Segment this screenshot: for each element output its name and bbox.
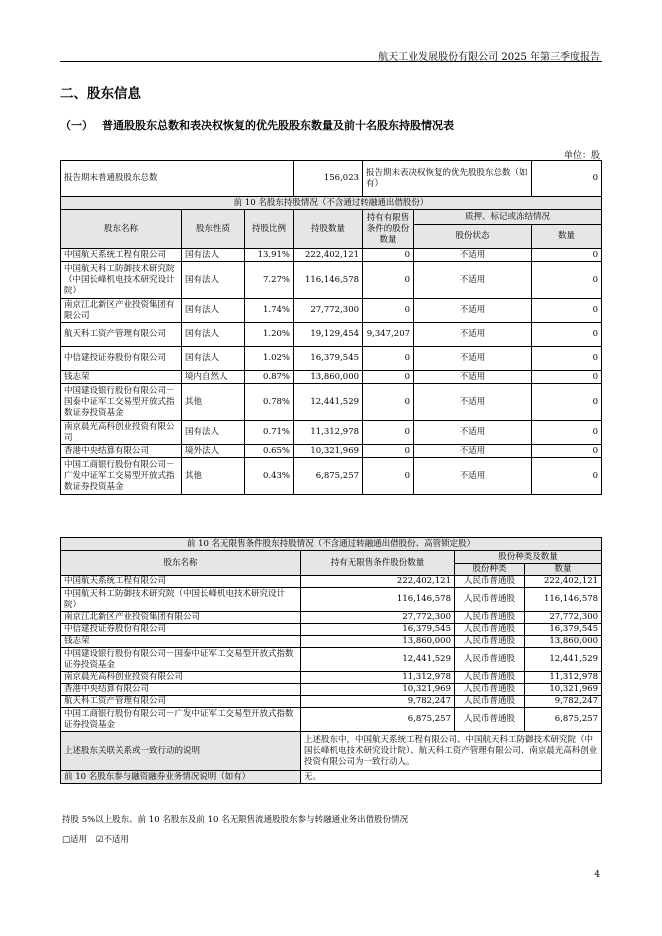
restricted-qty: 0 xyxy=(363,262,414,299)
top10-title-row xyxy=(61,197,602,210)
pledge-status: 不适用 xyxy=(414,299,532,323)
pledge-qty: 0 xyxy=(532,323,602,347)
col-header-u-name: 股东名称 xyxy=(61,551,301,576)
share-type: 人民币普通股 xyxy=(455,648,525,672)
col-header-u-group: 股份种类及数量 xyxy=(455,551,602,564)
table-row xyxy=(61,384,602,421)
pledge-qty: 0 xyxy=(532,371,602,384)
table-row xyxy=(61,624,602,636)
shareholding-qty: 10,321,969 xyxy=(294,445,363,458)
preferred-shareholders-value: 0 xyxy=(532,161,602,197)
preferred-shareholders-label: 报告期末表决权恢复的优先股股东总数（如有） xyxy=(363,161,532,197)
share-type: 人民币普通股 xyxy=(455,612,525,624)
shareholder-name: 南京江北新区产业投资集团有限公司 xyxy=(61,612,301,624)
pledge-qty: 0 xyxy=(532,421,602,445)
header-divider xyxy=(60,61,602,62)
shareholder-nature: 国有法人 xyxy=(182,299,245,323)
shareholder-name: 钱志荣 xyxy=(61,371,182,384)
shareholder-nature: 国有法人 xyxy=(182,262,245,299)
col-header-pledge-status: 股份状态 xyxy=(414,225,532,249)
share-num: 12,441,529 xyxy=(525,648,602,672)
share-num: 13,860,000 xyxy=(525,636,602,648)
shareholding-ratio: 0.87% xyxy=(245,371,294,384)
share-num: 11,312,978 xyxy=(525,672,602,684)
share-num: 9,782,247 xyxy=(525,696,602,708)
shareholder-name: 航天科工资产管理有限公司 xyxy=(61,323,182,347)
subsection-text: 普通股股东总数和表决权恢复的优先股股东数量及前十名股东持股情况表 xyxy=(102,119,454,132)
shareholding-ratio: 1.20% xyxy=(245,323,294,347)
option-not-applicable[interactable]: ☑不适用 xyxy=(95,835,129,845)
share-type: 人民币普通股 xyxy=(455,708,525,732)
top10-header-row xyxy=(61,210,602,225)
share-type: 人民币普通股 xyxy=(455,672,525,684)
shareholding-qty: 19,129,454 xyxy=(294,323,363,347)
pledge-status: 不适用 xyxy=(414,347,532,371)
table-row xyxy=(61,445,602,458)
table-row xyxy=(61,684,602,696)
pledge-status: 不适用 xyxy=(414,249,532,262)
share-type: 人民币普通股 xyxy=(455,696,525,708)
share-type: 人民币普通股 xyxy=(455,684,525,696)
pledge-qty: 0 xyxy=(532,347,602,371)
table-row xyxy=(61,371,602,384)
pledge-status: 不适用 xyxy=(414,421,532,445)
table-row xyxy=(61,299,602,323)
shareholding-ratio: 0.71% xyxy=(245,421,294,445)
table-row xyxy=(61,576,602,588)
col-header-pledge-qty: 数量 xyxy=(532,225,602,249)
shareholding-qty: 16,379,545 xyxy=(294,347,363,371)
restricted-qty: 0 xyxy=(363,249,414,262)
share-type: 人民币普通股 xyxy=(455,636,525,648)
unrestricted-qty: 12,441,529 xyxy=(301,648,455,672)
shareholder-name: 中信建投证券股份有限公司 xyxy=(61,347,182,371)
col-header-u-qty: 持有无限售条件股份数量 xyxy=(301,551,455,576)
pledge-status: 不适用 xyxy=(414,323,532,347)
shareholder-name: 钱志荣 xyxy=(61,636,301,648)
pledge-qty: 0 xyxy=(532,262,602,299)
col-header-nature: 股东性质 xyxy=(182,210,245,249)
pledge-status: 不适用 xyxy=(414,371,532,384)
margin-text: 无。 xyxy=(301,771,602,784)
shareholder-name: 中国航天科工防御技术研究院（中国长峰机电技术研究设计院） xyxy=(61,262,182,299)
pledge-qty: 0 xyxy=(532,299,602,323)
table-row xyxy=(61,648,602,672)
shareholding-qty: 116,146,578 xyxy=(294,262,363,299)
restricted-qty: 0 xyxy=(363,458,414,495)
shareholder-nature: 国有法人 xyxy=(182,421,245,445)
restricted-qty: 0 xyxy=(363,384,414,421)
col-header-ratio: 持股比例 xyxy=(245,210,294,249)
shareholder-nature: 国有法人 xyxy=(182,347,245,371)
section-title: 二、股东信息 xyxy=(60,86,141,102)
table-row xyxy=(61,612,602,624)
table-row xyxy=(61,708,602,732)
top10-shareholders-table xyxy=(60,160,602,495)
pledge-qty: 0 xyxy=(532,458,602,495)
restricted-qty: 9,347,207 xyxy=(363,323,414,347)
total-shareholders-value: 156,023 xyxy=(294,161,363,197)
unrestricted-qty: 116,146,578 xyxy=(301,588,455,612)
pledge-status: 不适用 xyxy=(414,262,532,299)
shareholder-name: 中国航天系统工程有限公司 xyxy=(61,249,182,262)
top10-body xyxy=(61,249,602,495)
col-header-u-type: 股份种类 xyxy=(455,564,525,576)
shareholder-nature: 其他 xyxy=(182,458,245,495)
shareholder-name: 南京江北新区产业投资集团有限公司 xyxy=(61,299,182,323)
shareholder-nature: 境内自然人 xyxy=(182,371,245,384)
subsection-title xyxy=(60,117,454,133)
restricted-qty: 0 xyxy=(363,445,414,458)
shareholding-ratio: 0.43% xyxy=(245,458,294,495)
summary-row xyxy=(61,161,602,197)
shareholding-ratio: 0.78% xyxy=(245,384,294,421)
share-num: 116,146,578 xyxy=(525,588,602,612)
table-row xyxy=(61,458,602,495)
shareholding-ratio: 7.27% xyxy=(245,262,294,299)
pledge-qty: 0 xyxy=(532,445,602,458)
col-header-restricted: 持有有限售条件的股份数量 xyxy=(363,210,414,249)
share-num: 222,402,121 xyxy=(525,576,602,588)
restricted-qty: 0 xyxy=(363,421,414,445)
shareholder-nature: 国有法人 xyxy=(182,249,245,262)
shareholding-qty: 12,441,529 xyxy=(294,384,363,421)
table-row xyxy=(61,249,602,262)
shareholder-name: 中国航天科工防御技术研究院（中国长峰机电技术研究设计院） xyxy=(61,588,301,612)
shareholder-nature: 国有法人 xyxy=(182,323,245,347)
share-type: 人民币普通股 xyxy=(455,624,525,636)
shareholding-ratio: 0.65% xyxy=(245,445,294,458)
restricted-qty: 0 xyxy=(363,347,414,371)
share-type: 人民币普通股 xyxy=(455,576,525,588)
pledge-qty: 0 xyxy=(532,384,602,421)
unrestricted-title-row xyxy=(61,538,602,551)
col-header-qty: 持股数量 xyxy=(294,210,363,249)
share-num: 16,379,545 xyxy=(525,624,602,636)
total-shareholders-label: 报告期末普通股股东总数 xyxy=(61,161,294,197)
shareholding-qty: 13,860,000 xyxy=(294,371,363,384)
shareholder-name: 南京晨光高科创业投资有限公司 xyxy=(61,672,301,684)
shareholding-ratio: 1.02% xyxy=(245,347,294,371)
margin-row xyxy=(61,771,602,784)
unrestricted-title: 前 10 名无限售条件股东持股情况（不含通过转融通出借股份、高管锁定股） xyxy=(61,538,602,551)
relation-label: 上述股东关联关系或一致行动的说明 xyxy=(61,732,301,771)
subsection-number: （一） xyxy=(60,119,93,132)
shareholding-qty: 222,402,121 xyxy=(294,249,363,262)
unrestricted-qty: 6,875,257 xyxy=(301,708,455,732)
share-num: 27,772,300 xyxy=(525,612,602,624)
share-num: 10,321,969 xyxy=(525,684,602,696)
table-row xyxy=(61,323,602,347)
unrestricted-qty: 9,782,247 xyxy=(301,696,455,708)
shareholder-nature: 境外法人 xyxy=(182,445,245,458)
restricted-qty: 0 xyxy=(363,371,414,384)
shareholder-name: 香港中央结算有限公司 xyxy=(61,684,301,696)
shareholding-qty: 6,875,257 xyxy=(294,458,363,495)
unrestricted-qty: 16,379,545 xyxy=(301,624,455,636)
unrestricted-shareholders-table xyxy=(60,537,602,784)
shareholder-name: 中信建投证券股份有限公司 xyxy=(61,624,301,636)
shareholder-name: 中国建设银行股份有限公司－国泰中证军工交易型开放式指数证券投资基金 xyxy=(61,648,301,672)
table-row xyxy=(61,672,602,684)
unrestricted-qty: 10,321,969 xyxy=(301,684,455,696)
report-header: 航天工业发展股份有限公司 2025 年第三季度报告 xyxy=(378,52,600,63)
table-row xyxy=(61,588,602,612)
unrestricted-qty: 222,402,121 xyxy=(301,576,455,588)
col-header-pledge-group: 质押、标记或冻结情况 xyxy=(414,210,602,225)
col-header-name: 股东名称 xyxy=(61,210,182,249)
pledge-status: 不适用 xyxy=(414,384,532,421)
restricted-qty: 0 xyxy=(363,299,414,323)
shareholding-qty: 11,312,978 xyxy=(294,421,363,445)
margin-label: 前 10 名股东参与融资融券业务情况说明（如有） xyxy=(61,771,301,784)
pledge-status: 不适用 xyxy=(414,445,532,458)
unrestricted-body xyxy=(61,576,602,732)
lending-footnote: 持股 5%以上股东、前 10 名股东及前 10 名无限售流通股股东参与转融通业务出借股份情况 xyxy=(62,815,409,825)
share-num: 6,875,257 xyxy=(525,708,602,732)
relation-text: 上述股东中，中国航天系统工程有限公司、中国航天科工防御技术研究院（中国长峰机电技术研究设计院）、航天科工资产管理有限公司、南京晨光高科创业投资有限公司为一致行动人。 xyxy=(301,732,602,771)
shareholder-name: 中国工商银行股份有限公司－广发中证军工交易型开放式指数证券投资基金 xyxy=(61,708,301,732)
applicability-options xyxy=(62,833,129,845)
pledge-qty: 0 xyxy=(532,249,602,262)
page-number: 4 xyxy=(594,870,600,880)
unrestricted-qty: 11,312,978 xyxy=(301,672,455,684)
shareholder-name: 中国工商银行股份有限公司－广发中证军工交易型开放式指数证券投资基金 xyxy=(61,458,182,495)
pledge-status: 不适用 xyxy=(414,458,532,495)
share-type: 人民币普通股 xyxy=(455,588,525,612)
top10-title: 前 10 名股东持股情况（不含通过转融通出借股份） xyxy=(61,197,602,210)
table-row xyxy=(61,696,602,708)
shareholder-nature: 其他 xyxy=(182,384,245,421)
shareholder-name: 南京晨光高科创业投资有限公司 xyxy=(61,421,182,445)
unrestricted-qty: 13,860,000 xyxy=(301,636,455,648)
unit-label: 单位：股 xyxy=(563,151,600,161)
col-header-u-num: 数量 xyxy=(525,564,602,576)
table-row xyxy=(61,347,602,371)
table-row xyxy=(61,636,602,648)
shareholding-ratio: 1.74% xyxy=(245,299,294,323)
shareholding-ratio: 13.91% xyxy=(245,249,294,262)
relation-row xyxy=(61,732,602,771)
shareholder-name: 香港中央结算有限公司 xyxy=(61,445,182,458)
option-applicable[interactable]: □适用 xyxy=(62,835,88,845)
table-row xyxy=(61,421,602,445)
shareholder-name: 中国航天系统工程有限公司 xyxy=(61,576,301,588)
shareholder-name: 中国建设银行股份有限公司－国泰中证军工交易型开放式指数证券投资基金 xyxy=(61,384,182,421)
unrestricted-qty: 27,772,300 xyxy=(301,612,455,624)
shareholder-name: 航天科工资产管理有限公司 xyxy=(61,696,301,708)
shareholding-qty: 27,772,300 xyxy=(294,299,363,323)
table-row xyxy=(61,262,602,299)
unrestricted-header-row xyxy=(61,551,602,564)
